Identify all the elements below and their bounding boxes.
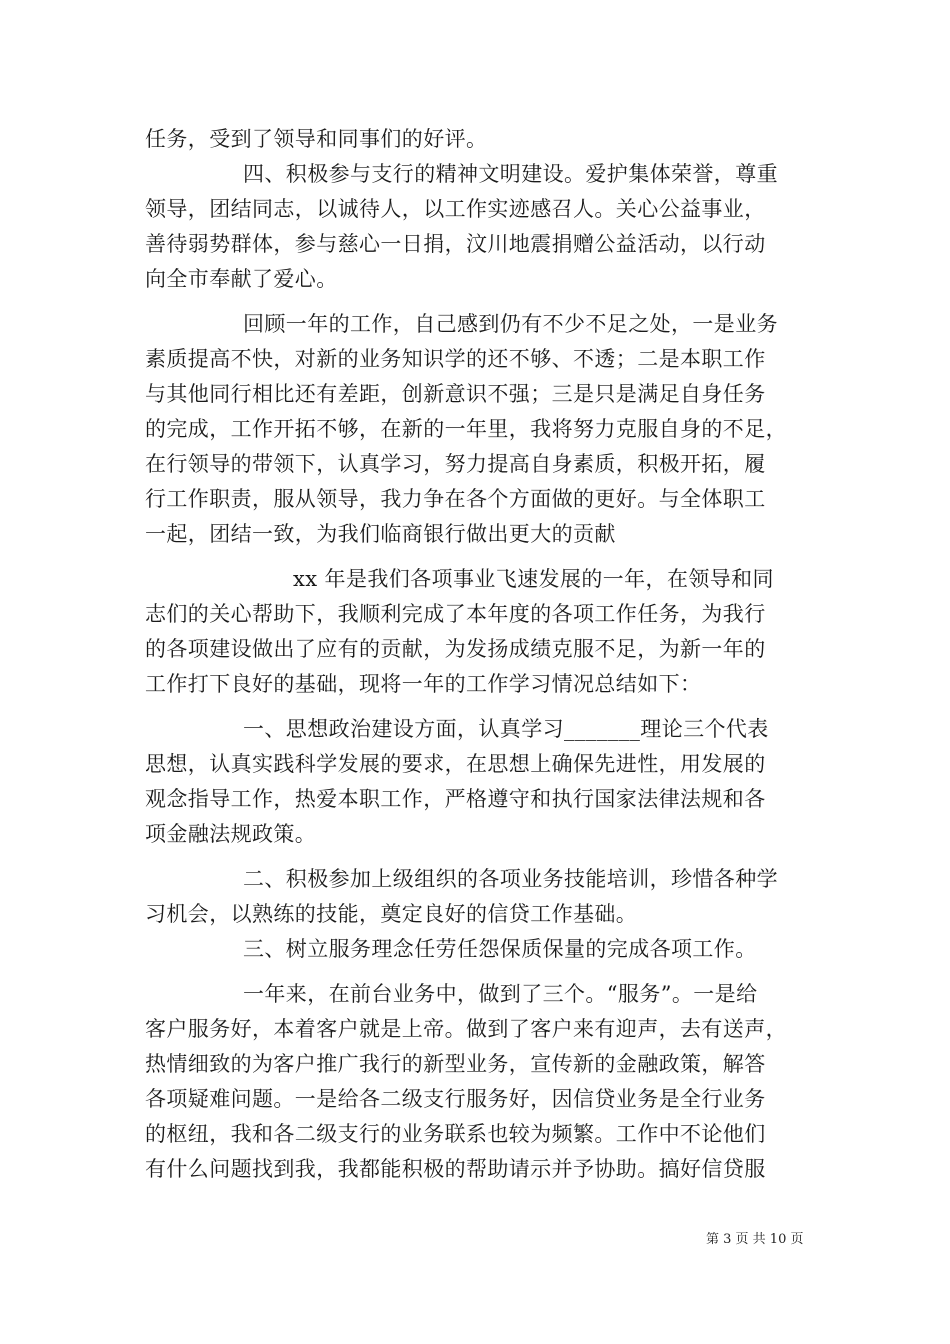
text-line: 各项疑难问题。一是给各二级支行服务好，因信贷业务是全行业务 <box>145 1087 766 1111</box>
paragraph-start: 一、思想政治建设方面，认真学习_______理论三个代表 <box>243 717 769 741</box>
paragraph-start: xx 年是我们各项事业飞速发展的一年，在领导和同 <box>293 567 774 591</box>
paragraph-start: 一年来，在前台业务中，做到了三个。“服务”。一是给 <box>243 982 758 1006</box>
text-line: 在行领导的带领下，认真学习，努力提高自身素质，积极开拓，履 <box>145 452 766 476</box>
text-line: 行工作职责，服从领导，我力争在各个方面做的更好。与全体职工 <box>145 487 766 511</box>
text-line: 向全市奉献了爱心。 <box>145 267 338 291</box>
text-line: 工作打下良好的基础，现将一年的工作学习情况总结如下： <box>145 672 702 696</box>
text-line: 善待弱势群体，参与慈心一日捐，汶川地震捐赠公益活动，以行动 <box>145 232 766 256</box>
text-line: 项金融法规政策。 <box>145 822 317 846</box>
paragraph-start: 四、积极参与支行的精神文明建设。爱护集体荣誉，尊重 <box>243 162 778 186</box>
text-line: 观念指导工作，热爱本职工作，严格遵守和执行国家法律法规和各 <box>145 787 766 811</box>
text-line: 素质提高不快，对新的业务知识学的还不够、不透；二是本职工作 <box>145 347 766 371</box>
text-line: 领导，团结同志，以诚待人，以工作实迹感召人。关心公益事业， <box>145 197 766 221</box>
text-line: 志们的关心帮助下，我顺利完成了本年度的各项工作任务，为我行 <box>145 602 766 626</box>
text-line: 的枢纽，我和各二级支行的业务联系也较为频繁。工作中不论他们 <box>145 1122 766 1146</box>
text-line: 客户服务好，本着客户就是上帝。做到了客户来有迎声，去有送声， <box>145 1017 787 1041</box>
paragraph-start: 三、树立服务理念任劳任怨保质保量的完成各项工作。 <box>243 937 757 961</box>
text-line: 一起，团结一致，为我们临商银行做出更大的贡献 <box>145 522 616 546</box>
page-number: 第 3 页 共 10 页 <box>706 1232 804 1247</box>
text-line: 热情细致的为客户推广我行的新型业务，宣传新的金融政策，解答 <box>145 1052 766 1076</box>
text-line: 有什么问题找到我，我都能积极的帮助请示并予协助。搞好信贷服 <box>145 1157 766 1181</box>
text-line: 与其他同行相比还有差距，创新意识不强；三是只是满足自身任务 <box>145 382 766 406</box>
text-line: 的各项建设做出了应有的贡献，为发扬成绩克服不足，为新一年的 <box>145 637 766 661</box>
paragraph-start: 二、积极参加上级组织的各项业务技能培训，珍惜各种学 <box>243 867 778 891</box>
paragraph-start: 回顾一年的工作，自己感到仍有不少不足之处，一是业务 <box>243 312 778 336</box>
text-line: 的完成，工作开拓不够，在新的一年里，我将努力克服自身的不足， <box>145 417 787 441</box>
text-line: 习机会，以熟练的技能，奠定良好的信贷工作基础。 <box>145 902 638 926</box>
text-line: 任务，受到了领导和同事们的好评。 <box>145 127 488 151</box>
text-line: 思想，认真实践科学发展的要求，在思想上确保先进性，用发展的 <box>145 752 766 776</box>
